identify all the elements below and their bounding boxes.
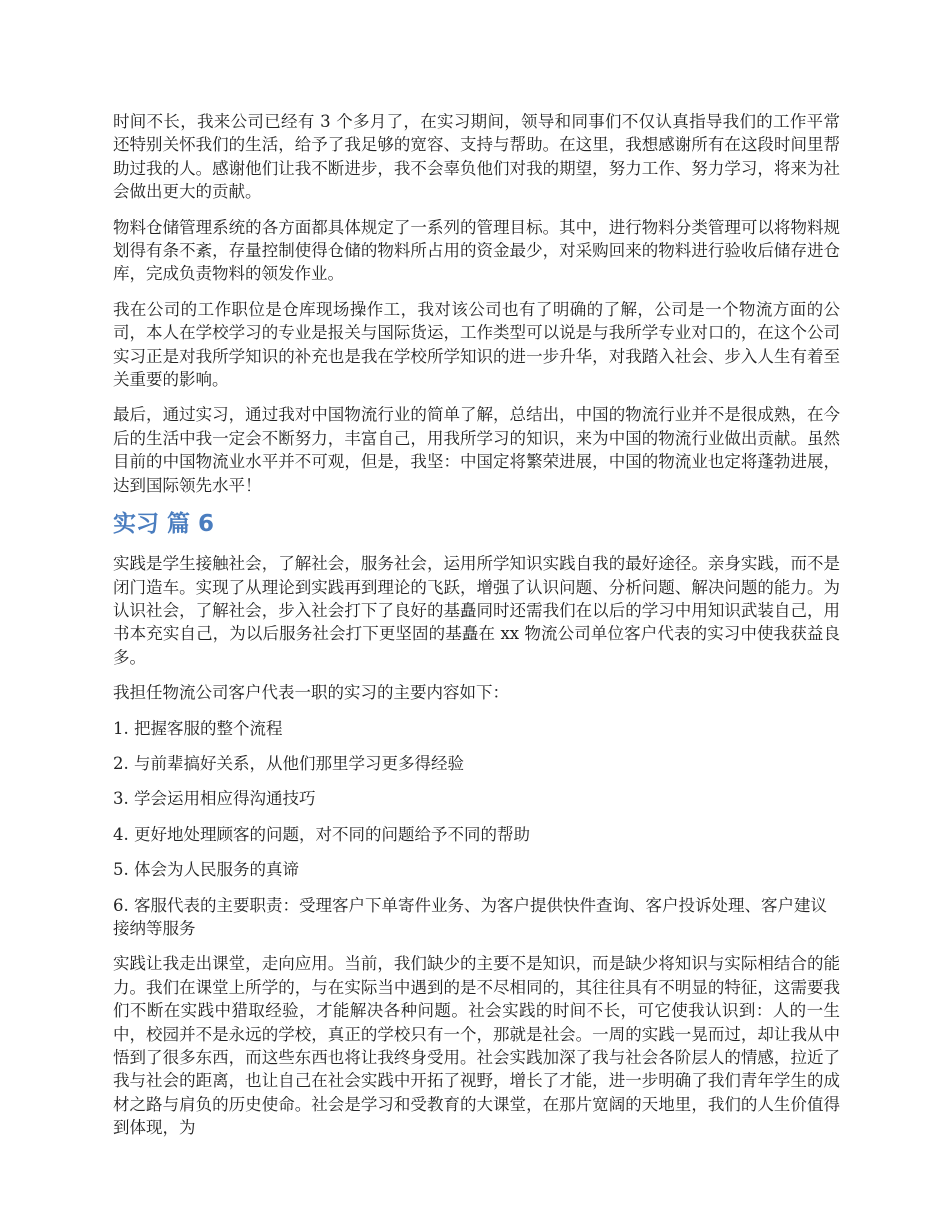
list-item: 4. 更好地处理顾客的问题，对不同的问题给予不同的帮助 bbox=[113, 824, 530, 844]
paragraph-practice-intro: 实践是学生接触社会，了解社会，服务社会，运用所学知识实践自我的最好途径。亲身实践，而不是闭门造车。实现了从理论到实践再到理论的飞跃，增强了认识问题、分析问题、解决问题的能力。为认识社会，了解社会，步入社会打下了良好的基矗同时还需我们在以后的学习中用知识武装自己，用书本充实自己，为以后服务社会打下更坚固的基矗在 xx 物流公司单位客户代表的实习中使我获益良多。 bbox=[113, 554, 840, 667]
paragraph-conclusion: 最后，通过实习，通过我对中国物流行业的简单了解，总结出，中国的物流行业并不是很成熟，在今后的生活中我一定会不断努力，丰富自己，用我所学习的知识，来为中国的物流行业做出贡献。虽然目前的中国物流业水平并不可观，但是，我坚：中国定将繁荣进展，中国的物流业也定将蓬勃进展，达到国际领先水平！ bbox=[113, 405, 840, 495]
paragraph-thanks: 时间不长，我来公司已经有 3 个多月了，在实习期间，领导和同事们不仅认真指导我们的工作平常还特别关怀我们的生活，给予了我足够的宽容、支持与帮助。在这里，我想感谢所有在这段时间里帮助过我的人。感谢他们让我不断进步，我不会辜负他们对我的期望，努力工作、努力学习，将来为社会做出更大的贡献。 bbox=[113, 112, 840, 202]
list-item: 6. 客服代表的主要职责：受理客户下单寄件业务、为客户提供快件查询、客户投诉处理、客户建议接纳等服务 bbox=[113, 895, 827, 938]
paragraph-warehouse-system: 物料仓储管理系统的各方面都具体规定了一系列的管理目标。其中，进行物料分类管理可以将物料规划得有条不紊，存量控制使得仓储的物料所占用的资金最少，对采购回来的物料进行验收后储存进仓库，完成负责物料的领发作业。 bbox=[113, 217, 840, 284]
paragraph-closing: 实践让我走出课堂，走向应用。当前，我们缺少的主要不是知识，而是缺少将知识与实际相结合的能力。我们在课堂上所学的，与在实际当中遇到的是不尽相同的，其往往具有不明显的特征，这需要我们不断在实践中猎取经验，才能解决各种问题。社会实践的时间不长，可它使我认识到：人的一生中，校园并不是永远的学校，真正的学校只有一个，那就是社会。一周的实践一晃而过，却让我从中悟到了很多东西，而这些东西也将让我终身受用。社会实践加深了我与社会各阶层人的情感，拉近了我与社会的距离，也让自己在社会实践中开拓了视野，增长了才能，进一步明确了我们青年学生的成材之路与肩负的历史使命。社会是学习和受教育的大课堂，在那片宽阔的天地里，我们的人生价值得到体现，为 bbox=[113, 954, 840, 1138]
list-item: 5. 体会为人民服务的真谛 bbox=[113, 860, 299, 880]
paragraph-job-position: 我在公司的工作职位是仓库现场操作工，我对该公司也有了明确的了解，公司是一个物流方面的公司，本人在学校学习的专业是报关与国际货运，工作类型可以说是与我所学专业对口的，在这个公司实习正是对我所学知识的补充也是我在学校所学知识的进一步升华，对我踏入社会、步入人生有着至关重要的影响。 bbox=[113, 299, 840, 390]
section-heading: 实习 篇 6 bbox=[113, 511, 215, 538]
list-item: 1. 把握客服的整个流程 bbox=[113, 718, 283, 738]
list-item: 2. 与前辈搞好关系，从他们那里学习更多得经验 bbox=[113, 753, 464, 773]
list-item: 3. 学会运用相应得沟通技巧 bbox=[113, 789, 316, 809]
content-list bbox=[113, 717, 840, 941]
paragraph-list-intro: 我担任物流公司客户代表一职的实习的主要内容如下： bbox=[113, 683, 509, 703]
document-page bbox=[113, 110, 840, 1152]
